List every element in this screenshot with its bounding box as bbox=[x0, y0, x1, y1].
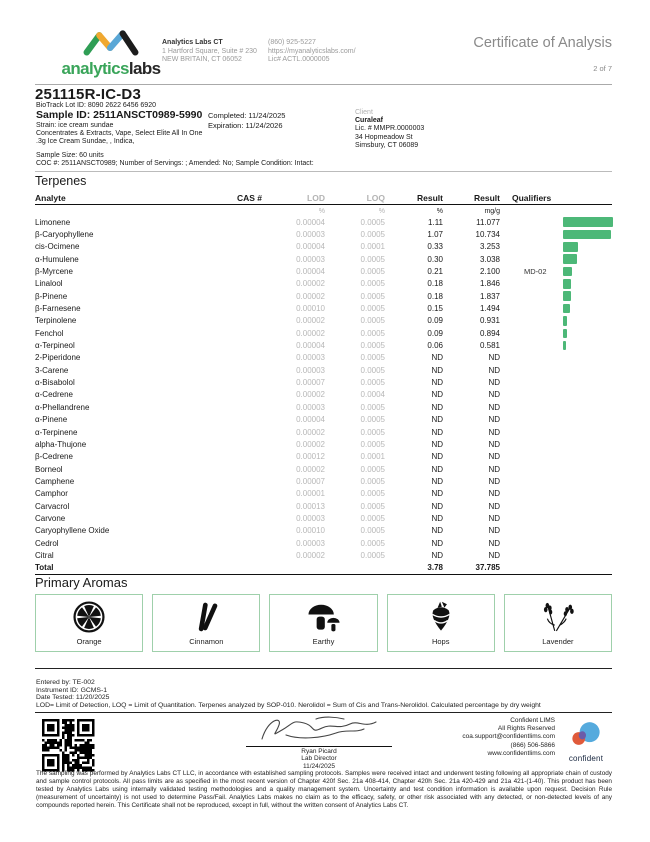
total-pct: 3.78 bbox=[427, 563, 443, 573]
cell-pct: ND bbox=[431, 513, 443, 523]
table-row bbox=[35, 278, 612, 290]
terpene-bar bbox=[563, 329, 567, 339]
terpenes-table bbox=[35, 192, 612, 575]
signed-date: 11/24/2025 bbox=[302, 762, 336, 770]
table-row bbox=[35, 302, 612, 314]
table-row bbox=[35, 500, 612, 512]
report-id: 251115R-IC-D3 bbox=[35, 86, 141, 103]
cell-mgg: 0.931 bbox=[479, 316, 500, 326]
cell-loq: 0.0005 bbox=[360, 538, 385, 548]
cell-loq: 0.0005 bbox=[360, 464, 385, 474]
cell-mgg: ND bbox=[488, 427, 500, 437]
table-header-row bbox=[35, 192, 612, 205]
cell-lod: 0.00007 bbox=[296, 476, 325, 486]
cell-lod: 0.00013 bbox=[296, 501, 325, 511]
cell-pct: ND bbox=[431, 501, 443, 511]
bar-cell bbox=[558, 304, 612, 314]
cell-loq: 0.0005 bbox=[360, 550, 385, 560]
cell-analyte: α-Terpinene bbox=[35, 427, 78, 437]
total-mgg: 37.785 bbox=[475, 563, 500, 573]
footer-notes bbox=[36, 679, 541, 709]
col-header-analyte: Analyte bbox=[35, 193, 66, 203]
unit-lod: % bbox=[318, 207, 325, 215]
cell-lod: 0.00002 bbox=[296, 439, 325, 449]
confident-logo-text: confident bbox=[568, 754, 604, 763]
unit-loq: % bbox=[378, 207, 385, 215]
cell-mgg: ND bbox=[488, 452, 500, 462]
cell-mgg: 3.253 bbox=[479, 242, 500, 252]
coc-line: COC #: 2511ANSCT0989; Number of Servings: ; Amended: No; Sample Condition: Intact: bbox=[36, 160, 314, 167]
bar-cell bbox=[558, 230, 612, 240]
lims-email-link[interactable]: coa.support@confidentlims.com bbox=[462, 733, 555, 741]
table-row bbox=[35, 376, 612, 388]
lab-website-link[interactable]: https://myanalyticslabs.com/ bbox=[268, 47, 356, 55]
table-row bbox=[35, 389, 612, 401]
definitions-note: LOD= Limit of Detection, LOQ = Limit of Quantitation. Terpenes analyzed by SOP-010. Nerolidol = Sum of Cis and Trans-Nerolidol. Calculated percentage by dry weight bbox=[36, 701, 541, 709]
cell-loq: 0.0005 bbox=[360, 415, 385, 425]
cell-analyte: Fenchol bbox=[35, 328, 64, 338]
cell-analyte: Linalool bbox=[35, 279, 63, 289]
cell-lod: 0.00002 bbox=[296, 328, 325, 338]
cell-lod: 0.00002 bbox=[296, 390, 325, 400]
cell-analyte: β-Farnesene bbox=[35, 304, 81, 314]
cell-mgg: 0.581 bbox=[479, 341, 500, 351]
aromas-bottom-divider bbox=[35, 668, 612, 669]
client-name: Curaleaf bbox=[355, 117, 384, 125]
table-row bbox=[35, 537, 612, 549]
cell-loq: 0.0005 bbox=[360, 476, 385, 486]
lab-contact-block bbox=[268, 39, 356, 65]
aroma-label: Lavender bbox=[542, 637, 574, 646]
cell-pct: ND bbox=[431, 427, 443, 437]
cell-lod: 0.00004 bbox=[296, 341, 325, 351]
col-header-cas: CAS # bbox=[236, 193, 262, 203]
col-header-result-mgg: Result bbox=[474, 193, 500, 203]
cell-lod: 0.00002 bbox=[296, 550, 325, 560]
cell-analyte: alpha-Thujone bbox=[35, 439, 87, 449]
table-row bbox=[35, 364, 612, 376]
cell-mgg: ND bbox=[488, 353, 500, 363]
aroma-box-earthy bbox=[269, 594, 377, 652]
entered-by: Entered by: TE-002 bbox=[36, 679, 95, 686]
client-address1: 34 Hopmeadow St bbox=[355, 133, 413, 141]
cell-lod: 0.00003 bbox=[296, 254, 325, 264]
cell-pct: 0.30 bbox=[427, 254, 443, 264]
cell-pct: 0.06 bbox=[427, 341, 443, 351]
cell-lod: 0.00003 bbox=[296, 402, 325, 412]
col-header-result-pct: Result bbox=[417, 193, 443, 203]
table-row bbox=[35, 327, 612, 339]
logo-wordmark bbox=[58, 61, 164, 76]
cell-lod: 0.00003 bbox=[296, 513, 325, 523]
cell-qualifier: MD-02 bbox=[524, 267, 547, 277]
aroma-box-orange bbox=[35, 594, 143, 652]
table-row bbox=[35, 315, 612, 327]
cell-mgg: ND bbox=[488, 365, 500, 375]
lims-website-link[interactable]: www.confidentlims.com bbox=[487, 749, 555, 757]
cell-mgg: ND bbox=[488, 526, 500, 536]
cell-mgg: 11.077 bbox=[476, 217, 500, 227]
cell-mgg: ND bbox=[488, 415, 500, 425]
cell-pct: 0.15 bbox=[427, 304, 443, 314]
date-tested: Date Tested: 11/20/2025 bbox=[36, 694, 110, 702]
table-row bbox=[35, 488, 612, 500]
logo-text-labs: labs bbox=[128, 59, 161, 78]
cell-lod: 0.00002 bbox=[296, 427, 325, 437]
cell-mgg: 2.100 bbox=[479, 267, 500, 277]
terpene-bar bbox=[563, 267, 572, 277]
cell-pct: 1.11 bbox=[428, 217, 443, 227]
cell-pct: ND bbox=[431, 402, 443, 412]
hops-icon bbox=[424, 600, 458, 634]
aroma-box-hops bbox=[387, 594, 495, 652]
cell-mgg: ND bbox=[488, 402, 500, 412]
cell-mgg: ND bbox=[488, 378, 500, 388]
cell-loq: 0.0001 bbox=[360, 242, 385, 252]
cell-lod: 0.00004 bbox=[296, 217, 325, 227]
aromas-section-title: Primary Aromas bbox=[35, 575, 128, 590]
lab-phone: (860) 925-5227 bbox=[268, 39, 316, 46]
aroma-box-lavender bbox=[504, 594, 612, 652]
cell-analyte: β-Pinene bbox=[35, 291, 68, 301]
cell-pct: 0.09 bbox=[427, 316, 443, 326]
cell-pct: ND bbox=[431, 365, 443, 375]
terpene-bar bbox=[563, 316, 567, 326]
biotrack-lot-id: BioTrack Lot ID: 8090 2622 6456 6920 bbox=[36, 102, 156, 109]
table-row bbox=[35, 463, 612, 475]
document-title: Certificate of Analysis bbox=[473, 35, 612, 51]
cell-lod: 0.00003 bbox=[296, 230, 325, 240]
cell-loq: 0.0004 bbox=[360, 390, 385, 400]
cell-loq: 0.0005 bbox=[360, 254, 385, 264]
terpene-bar bbox=[563, 217, 613, 227]
confident-logo bbox=[560, 720, 612, 763]
cell-loq: 0.0005 bbox=[360, 365, 385, 375]
cell-loq: 0.0005 bbox=[360, 402, 385, 412]
earthy-icon bbox=[306, 600, 342, 634]
bar-cell bbox=[558, 254, 612, 264]
cell-mgg: 1.846 bbox=[479, 279, 500, 289]
table-row bbox=[35, 265, 612, 277]
expiration-date: Expiration: 11/24/2026 bbox=[208, 121, 283, 130]
aroma-label: Hops bbox=[431, 637, 450, 646]
bar-cell bbox=[558, 242, 612, 252]
page-number: 2 of 7 bbox=[593, 64, 612, 73]
cell-lod: 0.00003 bbox=[296, 353, 325, 363]
table-row bbox=[35, 339, 612, 351]
mountain-zigzag-logo-icon bbox=[76, 29, 146, 56]
orange-icon bbox=[36, 600, 142, 639]
cell-analyte: α-Pinene bbox=[35, 415, 68, 425]
bar-cell bbox=[558, 341, 612, 351]
cell-loq: 0.0005 bbox=[360, 230, 385, 240]
cell-lod: 0.00002 bbox=[296, 316, 325, 326]
cell-loq: 0.0005 bbox=[360, 267, 385, 277]
cell-loq: 0.0005 bbox=[360, 501, 385, 511]
cell-pct: ND bbox=[431, 526, 443, 536]
col-header-loq: LOQ bbox=[366, 193, 385, 203]
cell-loq: 0.0005 bbox=[360, 439, 385, 449]
signer-title: Lab Director bbox=[301, 755, 337, 763]
strain: Strain: ice cream sundae bbox=[36, 122, 114, 129]
table-row bbox=[35, 549, 612, 561]
cell-analyte: cis-Ocimene bbox=[35, 242, 80, 252]
qr-code bbox=[42, 719, 95, 772]
terpene-bar bbox=[563, 341, 566, 351]
lab-address-line1: 1 Hartford Square, Suite # 230 bbox=[162, 47, 257, 55]
cell-analyte: α-Bisabolol bbox=[35, 378, 75, 388]
cell-mgg: ND bbox=[488, 550, 500, 560]
lims-rights: All Rights Reserved bbox=[497, 725, 555, 733]
lab-address-line2: NEW BRITAIN, CT 06052 bbox=[162, 56, 242, 64]
cell-analyte: α-Humulene bbox=[35, 254, 79, 264]
cell-lod: 0.00001 bbox=[296, 489, 325, 499]
cell-loq: 0.0005 bbox=[360, 291, 385, 301]
cell-mgg: 1.494 bbox=[479, 304, 500, 314]
cell-lod: 0.00010 bbox=[296, 304, 325, 314]
lims-block bbox=[462, 717, 555, 758]
cell-pct: ND bbox=[431, 550, 443, 560]
cell-mgg: ND bbox=[488, 538, 500, 548]
bar-cell bbox=[558, 291, 612, 301]
cell-loq: 0.0005 bbox=[360, 489, 385, 499]
unit-mgg: mg/g bbox=[484, 207, 500, 215]
table-row bbox=[35, 290, 612, 302]
cell-lod: 0.00010 bbox=[296, 526, 325, 536]
lab-logo bbox=[58, 29, 164, 76]
lab-name: Analytics Labs CT bbox=[162, 39, 223, 46]
cell-pct: ND bbox=[431, 489, 443, 499]
cell-lod: 0.00002 bbox=[296, 291, 325, 301]
bar-cell bbox=[558, 316, 612, 326]
cell-analyte: Camphene bbox=[35, 476, 75, 486]
table-row bbox=[35, 253, 612, 265]
cell-analyte: Terpinolene bbox=[35, 316, 77, 326]
instrument-id: Instrument ID: GCMS-1 bbox=[36, 686, 108, 694]
table-row bbox=[35, 426, 612, 438]
terpene-bar bbox=[563, 254, 577, 264]
sample-size: Sample Size: 60 units bbox=[36, 152, 104, 159]
signer-name: Ryan Picard bbox=[301, 748, 337, 755]
lavender-icon bbox=[540, 600, 576, 634]
cell-analyte: Carvacrol bbox=[35, 501, 70, 511]
cell-lod: 0.00002 bbox=[296, 464, 325, 474]
cell-pct: 0.18 bbox=[427, 279, 443, 289]
aroma-box-cinnamon bbox=[152, 594, 260, 652]
logo-text-analytics: analytics bbox=[61, 59, 129, 78]
terpenes-section-title: Terpenes bbox=[35, 174, 87, 188]
cell-pct: 0.09 bbox=[427, 328, 443, 338]
cell-pct: 0.21 bbox=[427, 267, 443, 277]
bar-cell bbox=[558, 279, 612, 289]
hops-icon bbox=[388, 600, 494, 639]
cell-pct: ND bbox=[431, 353, 443, 363]
cell-pct: ND bbox=[431, 464, 443, 474]
cell-analyte: Citral bbox=[35, 550, 54, 560]
cell-lod: 0.00003 bbox=[296, 365, 325, 375]
table-row bbox=[35, 352, 612, 364]
signature-scribble bbox=[252, 711, 388, 750]
cell-analyte: β-Caryophyllene bbox=[35, 230, 94, 240]
cell-loq: 0.0005 bbox=[360, 526, 385, 536]
cell-pct: ND bbox=[431, 452, 443, 462]
cell-loq: 0.0005 bbox=[360, 217, 385, 227]
client-block bbox=[355, 109, 424, 150]
cell-pct: 0.18 bbox=[427, 291, 443, 301]
cell-mgg: 1.837 bbox=[479, 291, 500, 301]
cell-pct: ND bbox=[431, 439, 443, 449]
cell-mgg: ND bbox=[488, 501, 500, 511]
cell-pct: 1.07 bbox=[427, 230, 443, 240]
cell-mgg: 10.734 bbox=[475, 230, 500, 240]
bar-cell bbox=[558, 329, 612, 339]
cell-analyte: α-Terpineol bbox=[35, 341, 75, 351]
cell-analyte: Camphor bbox=[35, 489, 68, 499]
table-row bbox=[35, 414, 612, 426]
terpene-bar bbox=[563, 242, 578, 252]
total-label: Total bbox=[35, 563, 54, 573]
cell-loq: 0.0005 bbox=[360, 427, 385, 437]
unit-pct: % bbox=[436, 207, 443, 215]
terpene-bar bbox=[563, 304, 570, 314]
table-row bbox=[35, 525, 612, 537]
table-row bbox=[35, 228, 612, 240]
cell-loq: 0.0005 bbox=[360, 316, 385, 326]
table-row bbox=[35, 512, 612, 524]
cell-mgg: ND bbox=[488, 390, 500, 400]
table-row bbox=[35, 451, 612, 463]
bar-cell bbox=[558, 267, 612, 277]
table-row bbox=[35, 438, 612, 450]
sample-id: Sample ID: 2511ANSCT0989-5990 bbox=[36, 109, 203, 121]
cinnamon-icon bbox=[189, 600, 223, 634]
col-header-qualifiers: Qualifiers bbox=[512, 193, 552, 203]
cell-lod: 0.00003 bbox=[296, 538, 325, 548]
terpene-rows bbox=[35, 216, 612, 562]
cell-analyte: Cedrol bbox=[35, 538, 59, 548]
cell-lod: 0.00012 bbox=[296, 452, 325, 462]
lab-license: Lic# ACTL.0000005 bbox=[268, 56, 330, 64]
cell-analyte: 3-Carene bbox=[35, 365, 69, 375]
cell-lod: 0.00007 bbox=[296, 378, 325, 388]
completed-date: Completed: 11/24/2025 bbox=[208, 111, 286, 120]
cell-mgg: ND bbox=[488, 513, 500, 523]
cell-lod: 0.00004 bbox=[296, 267, 325, 277]
cell-loq: 0.0005 bbox=[360, 378, 385, 388]
cell-analyte: α-Phellandrene bbox=[35, 402, 90, 412]
cell-lod: 0.00004 bbox=[296, 242, 325, 252]
signature-line bbox=[246, 746, 392, 747]
aroma-list bbox=[35, 594, 612, 652]
lavender-icon bbox=[505, 600, 611, 639]
terpene-bar bbox=[563, 279, 571, 289]
disclaimer-text: The sampling was performed by Analytics Labs CT LLC, in accordance with established sampling protocols. Samples were received intact and underwent testing following all appropriate chain of custody and sample control protocols. All pass limits are as specified in the most recent version of Chapter 420f Sec. 21a 408-414, Chapter 420h Sec. 21a 420-429 and 21a 421-(1-40). This product has been tested by Analytics Labs using internally validated testing methodologies and a quality management system. Uncertainty and test condition information is available upon request. Decision Rule (measurement of uncertainty) is not used to determine Pass/Fail. Analytics Labs makes no claim as to the efficacy, safety, or other risk associated with any detected, or non-detected levels of any compounds reported herein. This Certificate shall not be reproduced, except in full, without the written consent of Analytics Labs CT. bbox=[36, 770, 612, 809]
table-units-row bbox=[35, 206, 612, 216]
cell-analyte: 2-Piperidone bbox=[35, 353, 81, 363]
aroma-label: Earthy bbox=[312, 637, 335, 646]
cell-analyte: Limonene bbox=[35, 217, 71, 227]
client-label: Client bbox=[355, 109, 373, 116]
table-row bbox=[35, 216, 612, 228]
cell-analyte: β-Myrcene bbox=[35, 267, 73, 277]
cell-mgg: 3.038 bbox=[479, 254, 500, 264]
bar-cell bbox=[558, 217, 612, 227]
cell-mgg: ND bbox=[488, 476, 500, 486]
cell-lod: 0.00004 bbox=[296, 415, 325, 425]
lims-name: Confident LIMS bbox=[510, 717, 555, 724]
client-address2: Simsbury, CT 06089 bbox=[355, 141, 419, 149]
cell-pct: ND bbox=[431, 415, 443, 425]
cell-mgg: 0.894 bbox=[479, 328, 500, 338]
orange-icon bbox=[72, 600, 106, 634]
cell-loq: 0.0005 bbox=[360, 279, 385, 289]
table-row bbox=[35, 241, 612, 253]
aroma-label: Cinnamon bbox=[189, 637, 224, 646]
confident-logo-icon bbox=[566, 720, 606, 748]
cell-pct: ND bbox=[431, 476, 443, 486]
cell-pct: 0.33 bbox=[427, 242, 443, 252]
aroma-label: Orange bbox=[76, 637, 102, 646]
col-header-lod: LOD bbox=[307, 193, 325, 203]
lab-address-block bbox=[162, 39, 257, 65]
cell-analyte: Borneol bbox=[35, 464, 63, 474]
terpene-bar bbox=[563, 291, 571, 301]
cell-lod: 0.00002 bbox=[296, 279, 325, 289]
table-row bbox=[35, 401, 612, 413]
cell-analyte: Carvone bbox=[35, 513, 66, 523]
table-total-row bbox=[35, 562, 612, 575]
cell-analyte: α-Cedrene bbox=[35, 390, 73, 400]
cell-pct: ND bbox=[431, 538, 443, 548]
cell-analyte: β-Cedrene bbox=[35, 452, 73, 462]
header-divider bbox=[35, 84, 612, 85]
cell-loq: 0.0005 bbox=[360, 341, 385, 351]
cell-pct: ND bbox=[431, 390, 443, 400]
cell-loq: 0.0001 bbox=[360, 452, 385, 462]
lims-phone: (866) 506-5866 bbox=[510, 741, 555, 749]
table-row bbox=[35, 475, 612, 487]
cell-loq: 0.0005 bbox=[360, 513, 385, 523]
terpene-bar bbox=[563, 230, 611, 240]
client-license: Lic. # MMPR.0000003 bbox=[355, 125, 425, 133]
cell-loq: 0.0005 bbox=[360, 328, 385, 338]
cell-loq: 0.0005 bbox=[360, 304, 385, 314]
cell-mgg: ND bbox=[488, 464, 500, 474]
cinnamon-icon bbox=[153, 600, 259, 639]
earthy-icon bbox=[270, 600, 376, 639]
section-divider bbox=[35, 171, 612, 172]
cell-loq: 0.0005 bbox=[360, 353, 385, 363]
cell-pct: ND bbox=[431, 378, 443, 388]
cell-mgg: ND bbox=[488, 439, 500, 449]
cell-analyte: Caryophyllene Oxide bbox=[35, 526, 110, 536]
cell-mgg: ND bbox=[488, 489, 500, 499]
signer-block bbox=[246, 748, 392, 770]
product-description: Concentrates & Extracts, Vape, Select Elite All In One .3g Ice Cream Sundae, , Indica, bbox=[36, 130, 203, 145]
